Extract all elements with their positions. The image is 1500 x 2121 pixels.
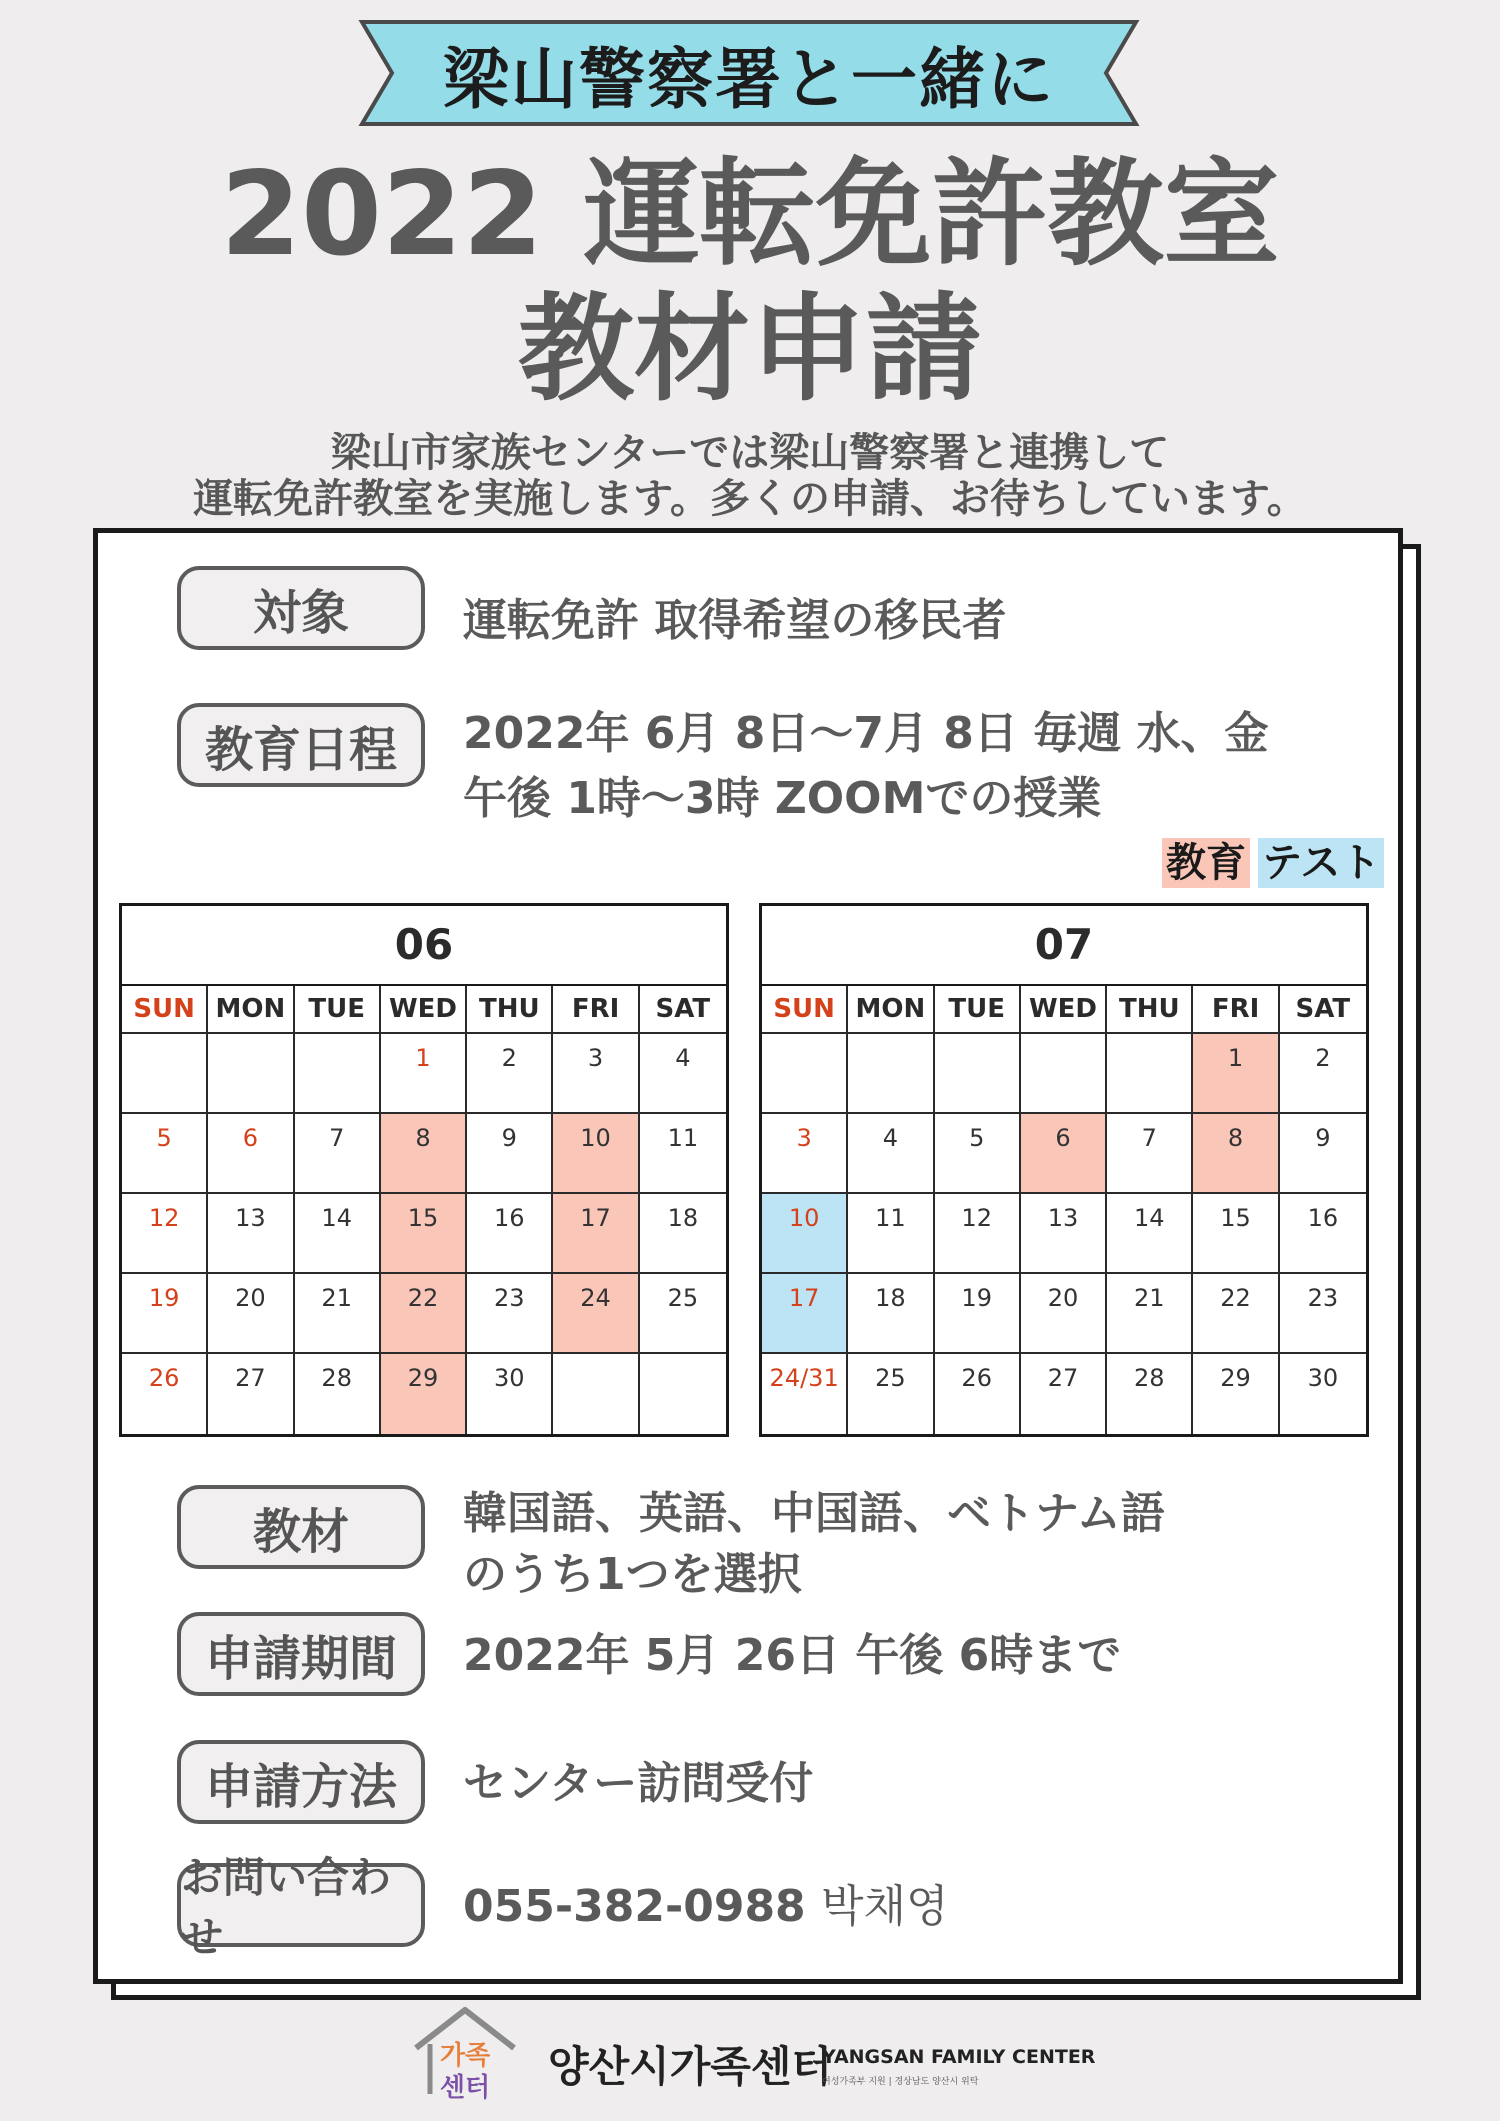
banner-text: 梁山警察署と一緒に (443, 40, 1055, 118)
calendar-day: 10 (762, 1194, 848, 1274)
page-subtitle: 教材申請 (518, 282, 982, 417)
calendar-month-title: 06 (122, 906, 726, 986)
contact-person: 박채영 (821, 1881, 949, 1932)
weekday-header: SAT (640, 986, 726, 1034)
calendar-day: 16 (467, 1194, 553, 1274)
calendar-day: 19 (122, 1274, 208, 1354)
family-center-logo-icon (410, 2004, 520, 2104)
weekday-header: FRI (553, 986, 639, 1034)
calendar-empty-cell (553, 1354, 639, 1434)
calendar-day: 30 (1307, 1364, 1339, 1392)
calendar-day: 12 (122, 1194, 208, 1274)
target-value: 運転免許 取得希望の移民者 (463, 595, 1007, 646)
calendar-day: 23 (467, 1274, 553, 1354)
calendar-day: 17 (762, 1274, 848, 1354)
weekday-header: SUN (762, 986, 848, 1034)
intro-line-2: 運転免許教室を実施します。多くの申請、お待ちしています。 (193, 476, 1307, 522)
calendar-grid (762, 986, 1366, 1434)
calendar-day: 9 (1280, 1114, 1366, 1194)
schedule-line-1: 2022年 6月 8日～7月 8日 毎週 水、金 (463, 708, 1269, 759)
calendar-day: 26 (935, 1354, 1021, 1434)
weekday-header: THU (467, 986, 553, 1034)
intro-text (0, 430, 1500, 522)
calendar-day: 22 (1193, 1274, 1279, 1354)
weekday-header: WED (1021, 986, 1107, 1034)
calendar-day: 5 (122, 1114, 208, 1194)
calendar-day: 2 (1280, 1034, 1366, 1114)
legend-education: 教育 (1162, 838, 1250, 888)
logo-text-bottom: 센터 (439, 2073, 491, 2103)
calendar-day: 22 (381, 1274, 467, 1354)
schedule-line-2: 午後 1時～3時 ZOOMでの授業 (463, 773, 1102, 824)
calendar-day: 5 (935, 1114, 1021, 1194)
calendar-day: 26 (122, 1354, 208, 1434)
calendar-day: 7 (1107, 1114, 1193, 1194)
footer-name-en: YANGSAN FAMILY CENTER (822, 2046, 1096, 2068)
calendar-day: 21 (1107, 1274, 1193, 1354)
weekday-header: THU (1107, 986, 1193, 1034)
weekday-header: FRI (1193, 986, 1279, 1034)
calendar-day: 6 (208, 1114, 294, 1194)
calendar-day: 24 (553, 1274, 639, 1354)
calendar-day: 28 (295, 1354, 381, 1434)
title-banner (358, 18, 1140, 128)
materials-line-1: 韓国語、英語、中国語、ベトナム語 (463, 1488, 1165, 1539)
weekday-header: MON (848, 986, 934, 1034)
calendar-empty-cell (640, 1354, 726, 1434)
calendar-empty-cell (1107, 1034, 1193, 1114)
calendar-day: 7 (295, 1114, 381, 1194)
contact-phone: 055-382-0988 (463, 1881, 806, 1932)
legend-test: テスト (1258, 838, 1384, 888)
calendar-day: 3 (762, 1114, 848, 1194)
target-label: 対象 (177, 566, 425, 650)
weekday-header: SAT (1280, 986, 1366, 1034)
calendar-day: 29 (381, 1354, 467, 1434)
calendar-day: 1 (381, 1034, 467, 1114)
calendar-empty-cell (122, 1034, 208, 1114)
intro-line-1: 梁山市家族センターでは梁山警察署と連携して (330, 430, 1170, 476)
calendar-day: 30 (467, 1354, 553, 1434)
calendar-day: 27 (208, 1354, 294, 1434)
calendar-day: 13 (1021, 1194, 1107, 1274)
weekday-header: WED (381, 986, 467, 1034)
contact-label: お問い合わせ (177, 1863, 425, 1947)
period-value: 2022年 5月 26日 午後 6時まで (463, 1630, 1122, 1681)
calendar-june (119, 903, 729, 1437)
calendar-day: 20 (1021, 1274, 1107, 1354)
footer (410, 2004, 1110, 2104)
calendar-day: 13 (208, 1194, 294, 1274)
calendar-day: 1 (1193, 1034, 1279, 1114)
calendar-day: 8 (381, 1114, 467, 1194)
calendar-day: 4 (848, 1114, 934, 1194)
footer-subtext: 여성가족부 지원 | 경상남도 양산시 위탁 (822, 2077, 979, 2087)
method-label: 申請方法 (177, 1740, 425, 1824)
calendar-day: 14 (295, 1194, 381, 1274)
weekday-header: SUN (122, 986, 208, 1034)
calendar-empty-cell (208, 1034, 294, 1114)
calendar-empty-cell (295, 1034, 381, 1114)
calendar-day: 14 (1107, 1194, 1193, 1274)
calendar-empty-cell (1021, 1034, 1107, 1114)
calendar-day: 2 (467, 1034, 553, 1114)
calendar-day: 8 (1193, 1114, 1279, 1194)
schedule-label: 教育日程 (177, 703, 425, 787)
weekday-header: TUE (295, 986, 381, 1034)
calendar-day: 25 (640, 1274, 726, 1354)
calendar-day: 9 (467, 1114, 553, 1194)
weekday-header: MON (208, 986, 294, 1034)
period-label: 申請期間 (177, 1612, 425, 1696)
method-value: センター訪問受付 (463, 1758, 814, 1809)
calendar-day: 11 (848, 1194, 934, 1274)
calendar-day: 15 (1193, 1194, 1279, 1274)
footer-name-ko: 양산시가족센터 (548, 2042, 833, 2091)
calendar-legend (1154, 838, 1384, 888)
calendar-day: 12 (935, 1194, 1021, 1274)
calendar-day: 6 (1021, 1114, 1107, 1194)
calendar-day: 18 (640, 1194, 726, 1274)
calendar-day: 15 (381, 1194, 467, 1274)
calendar-day: 18 (848, 1274, 934, 1354)
contact-value (463, 1876, 949, 1938)
calendar-empty-cell (935, 1034, 1021, 1114)
calendar-day: 29 (1193, 1354, 1279, 1434)
calendar-day: 20 (208, 1274, 294, 1354)
weekday-header: TUE (935, 986, 1021, 1034)
calendar-day: 10 (553, 1114, 639, 1194)
calendar-day: 19 (935, 1274, 1021, 1354)
calendar-empty-cell (848, 1034, 934, 1114)
calendar-day: 17 (553, 1194, 639, 1274)
page-title: 2022 運転免許教室 (220, 147, 1280, 282)
materials-label: 教材 (177, 1485, 425, 1569)
calendar-july (759, 903, 1369, 1437)
calendar-day: 24/31 (762, 1354, 848, 1434)
calendar-empty-cell (762, 1034, 848, 1114)
calendar-day: 28 (1107, 1354, 1193, 1434)
calendar-month-title: 07 (762, 906, 1366, 986)
calendar-grid (122, 986, 726, 1434)
calendar-day: 25 (848, 1354, 934, 1434)
calendar-day: 27 (1021, 1354, 1107, 1434)
calendar-day: 4 (640, 1034, 726, 1114)
materials-line-2: のうち1つを選択 (463, 1549, 802, 1600)
calendar-day: 3 (553, 1034, 639, 1114)
calendar-day: 11 (640, 1114, 726, 1194)
calendar-day: 16 (1280, 1194, 1366, 1274)
logo-text-top: 가족 (439, 2041, 491, 2071)
calendar-day: 23 (1280, 1274, 1366, 1354)
calendar-day: 21 (295, 1274, 381, 1354)
